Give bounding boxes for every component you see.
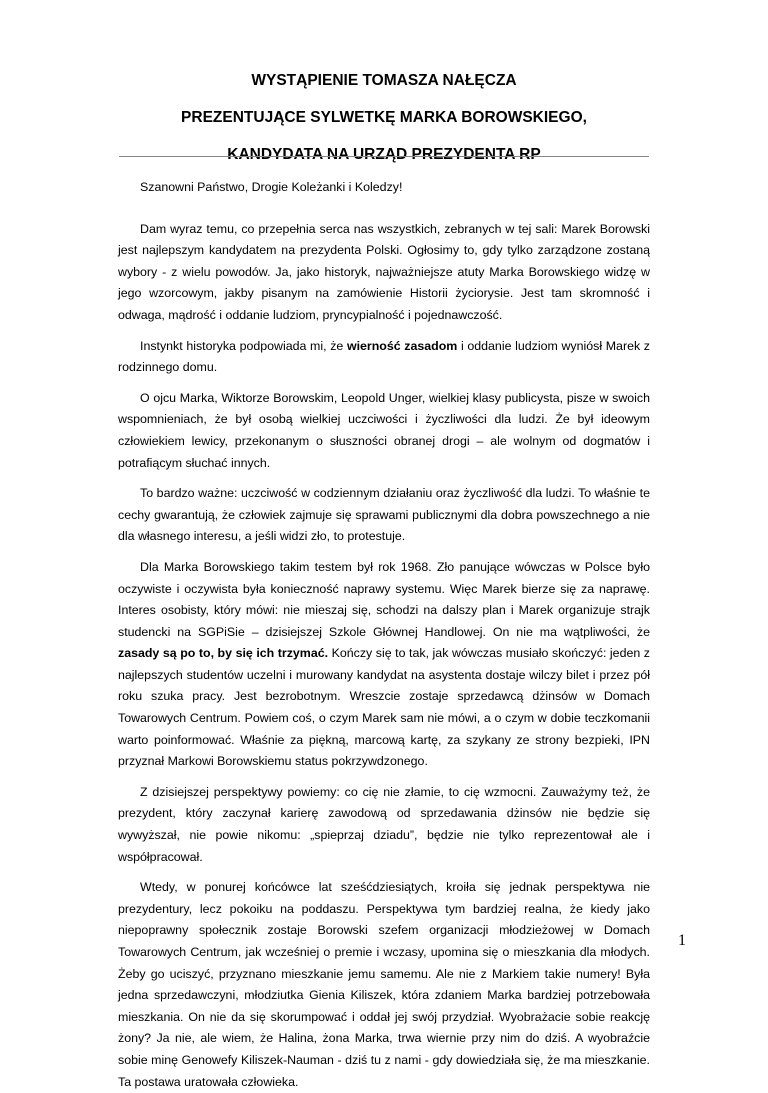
- title-line-3: KANDYDATA NA URZĄD PREZYDENTA RP: [227, 146, 541, 163]
- paragraph-1: Dam wyraz temu, co przepełnia serca nas wszystkich, zebranych w tej sali: Marek Borowski jest najlepszym kandydatem na prezydenta Polski. Ogłosimy to, gdy tylko zarządzone zostaną wybory - z wielu powodów. Ja, jako historyk, najważniejsze atuty Marka Borowskiego widzę w jego wzorcowym, jakby pisanym na zamówienie Historii życiorysie. Jest tam skromność i odwaga, mądrość i oddanie ludziom, pryncypialność i pojednawczość.: [118, 221, 650, 322]
- speech-body: [118, 177, 650, 1093]
- paragraph-2-bold: wierność zasadom: [346, 338, 458, 353]
- paragraph-2-text-a: Instynkt historyka podpowiada mi, że: [140, 338, 347, 353]
- paragraph-3: O ojcu Marka, Wiktorze Borowskim, Leopold Unger, wielkiej klasy publicysta, pisze w swoich wspomnieniach, że był osobą wielkiej uczciwości i życzliwości dla ludzi. Że był ideowym człowiekiem lewicy, przekonanym o słuszności obranej drogi – ale wolnym od dogmatów i potrafiącym słuchać innych.: [118, 390, 650, 470]
- paragraph-5-bold: zasady są po to, by się ich trzymać.: [118, 646, 329, 661]
- title-divider: [119, 156, 649, 157]
- paragraph-7: Wtedy, w ponurej końcówce lat sześćdziesiątych, kroiła się jednak perspektywa nie prezydentury, lecz pokoiku na poddaszu. Perspektywa tym bardziej realna, że kiedy jako niepoprawny społecznik zostaje Borowski szefem organizacji młodzieżowej w Domach Towarowych Centrum, jak wcześniej o premie i wczasy, upomina się o mieszkania dla młodych. Żeby go uciszyć, przyznano mieszkanie jemu samemu. Ale nie z Markiem takie numery! Była jedna sprzedawczyni, młodziutka Gienia Kiliszek, która zdaniem Marka bardziej potrzebowała mieszkania. On nie da się skorumpować i oddał jej swój przydział. Wyobrażacie sobie reakcję żony? Ja nie, ale wiem, że Halina, żona Marka, trwa wiernie przy nim do dziś. A wyobraźcie sobie minę Genowefy Kiliszek-Nauman - dziś tu z nami - gdy dowiedziała się, że ma mieszkanie. Ta postawa uratowała człowieka.: [118, 880, 650, 1089]
- greeting: Szanowni Państwo, Drogie Koleżanki i Koledzy!: [140, 180, 403, 194]
- paragraph-5-text-a: Dla Marka Borowskiego takim testem był rok 1968. Zło panujące wówczas w Polsce było oczywiste i oczywista była konieczność naprawy systemu. Więc Marek bierze się za naprawę. Interes osobisty, który mówi: nie mieszaj się, schodzi na dalszy plan i Marek organizuje strajk studencki na SGPiSie – dzisiejszej Szkole Głównej Handlowej. On nie ma wątpliwości, że: [118, 559, 650, 639]
- paragraph-6: Z dzisiejszej perspektywy powiemy: co cię nie złamie, to cię wzmocni. Zauważymy też, że prezydent, który zaczynał karierę zawodową od sprzedawania dżinsów nie będzie się wywyższał, nie powie nikomu: „spieprzaj dziadu”, będzie nie tylko reprezentował ale i współpracował.: [118, 784, 650, 864]
- paragraph-4: To bardzo ważne: uczciwość w codziennym działaniu oraz życzliwość dla ludzi. To właśnie te cechy gwarantują, że człowiek zajmuje się sprawami publicznymi dla dobra powszechnego a nie dla własnego interesu, a jeśli widzi zło, to protestuje.: [118, 486, 650, 544]
- title-line-2: PREZENTUJĄCE SYLWETKĘ MARKA BOROWSKIEGO,: [181, 109, 587, 126]
- page-number: 1: [678, 932, 686, 949]
- title-line-1: WYSTĄPIENIE TOMASZA NAŁĘCZA: [251, 72, 517, 89]
- paragraph-5-text-b: Kończy się to tak, jak wówczas musiało skończyć: jeden z najlepszych studentów uczelni i murowany kandydat na asystenta dostaje wilczy bilet i przez pół roku szuka pracy. Jest bezrobotnym. Wreszcie zostaje sprzedawcą dżinsów w Domach Towarowych Centrum. Powiem coś, o czym Marek sam nie mówi, a o czym w dobie teczkomanii warto poinformować. Właśnie za piękną, marcową kartę, za szykany ze strony bezpieki, IPN przyznał Markowi Borowskiemu status pokrzywdzonego.: [118, 646, 650, 769]
- paragraph-2-text-b: i oddanie ludziom wyniósł Marek z rodzinnego domu.: [118, 338, 650, 375]
- paragraph-2: [118, 336, 650, 379]
- paragraph-5: [118, 557, 650, 773]
